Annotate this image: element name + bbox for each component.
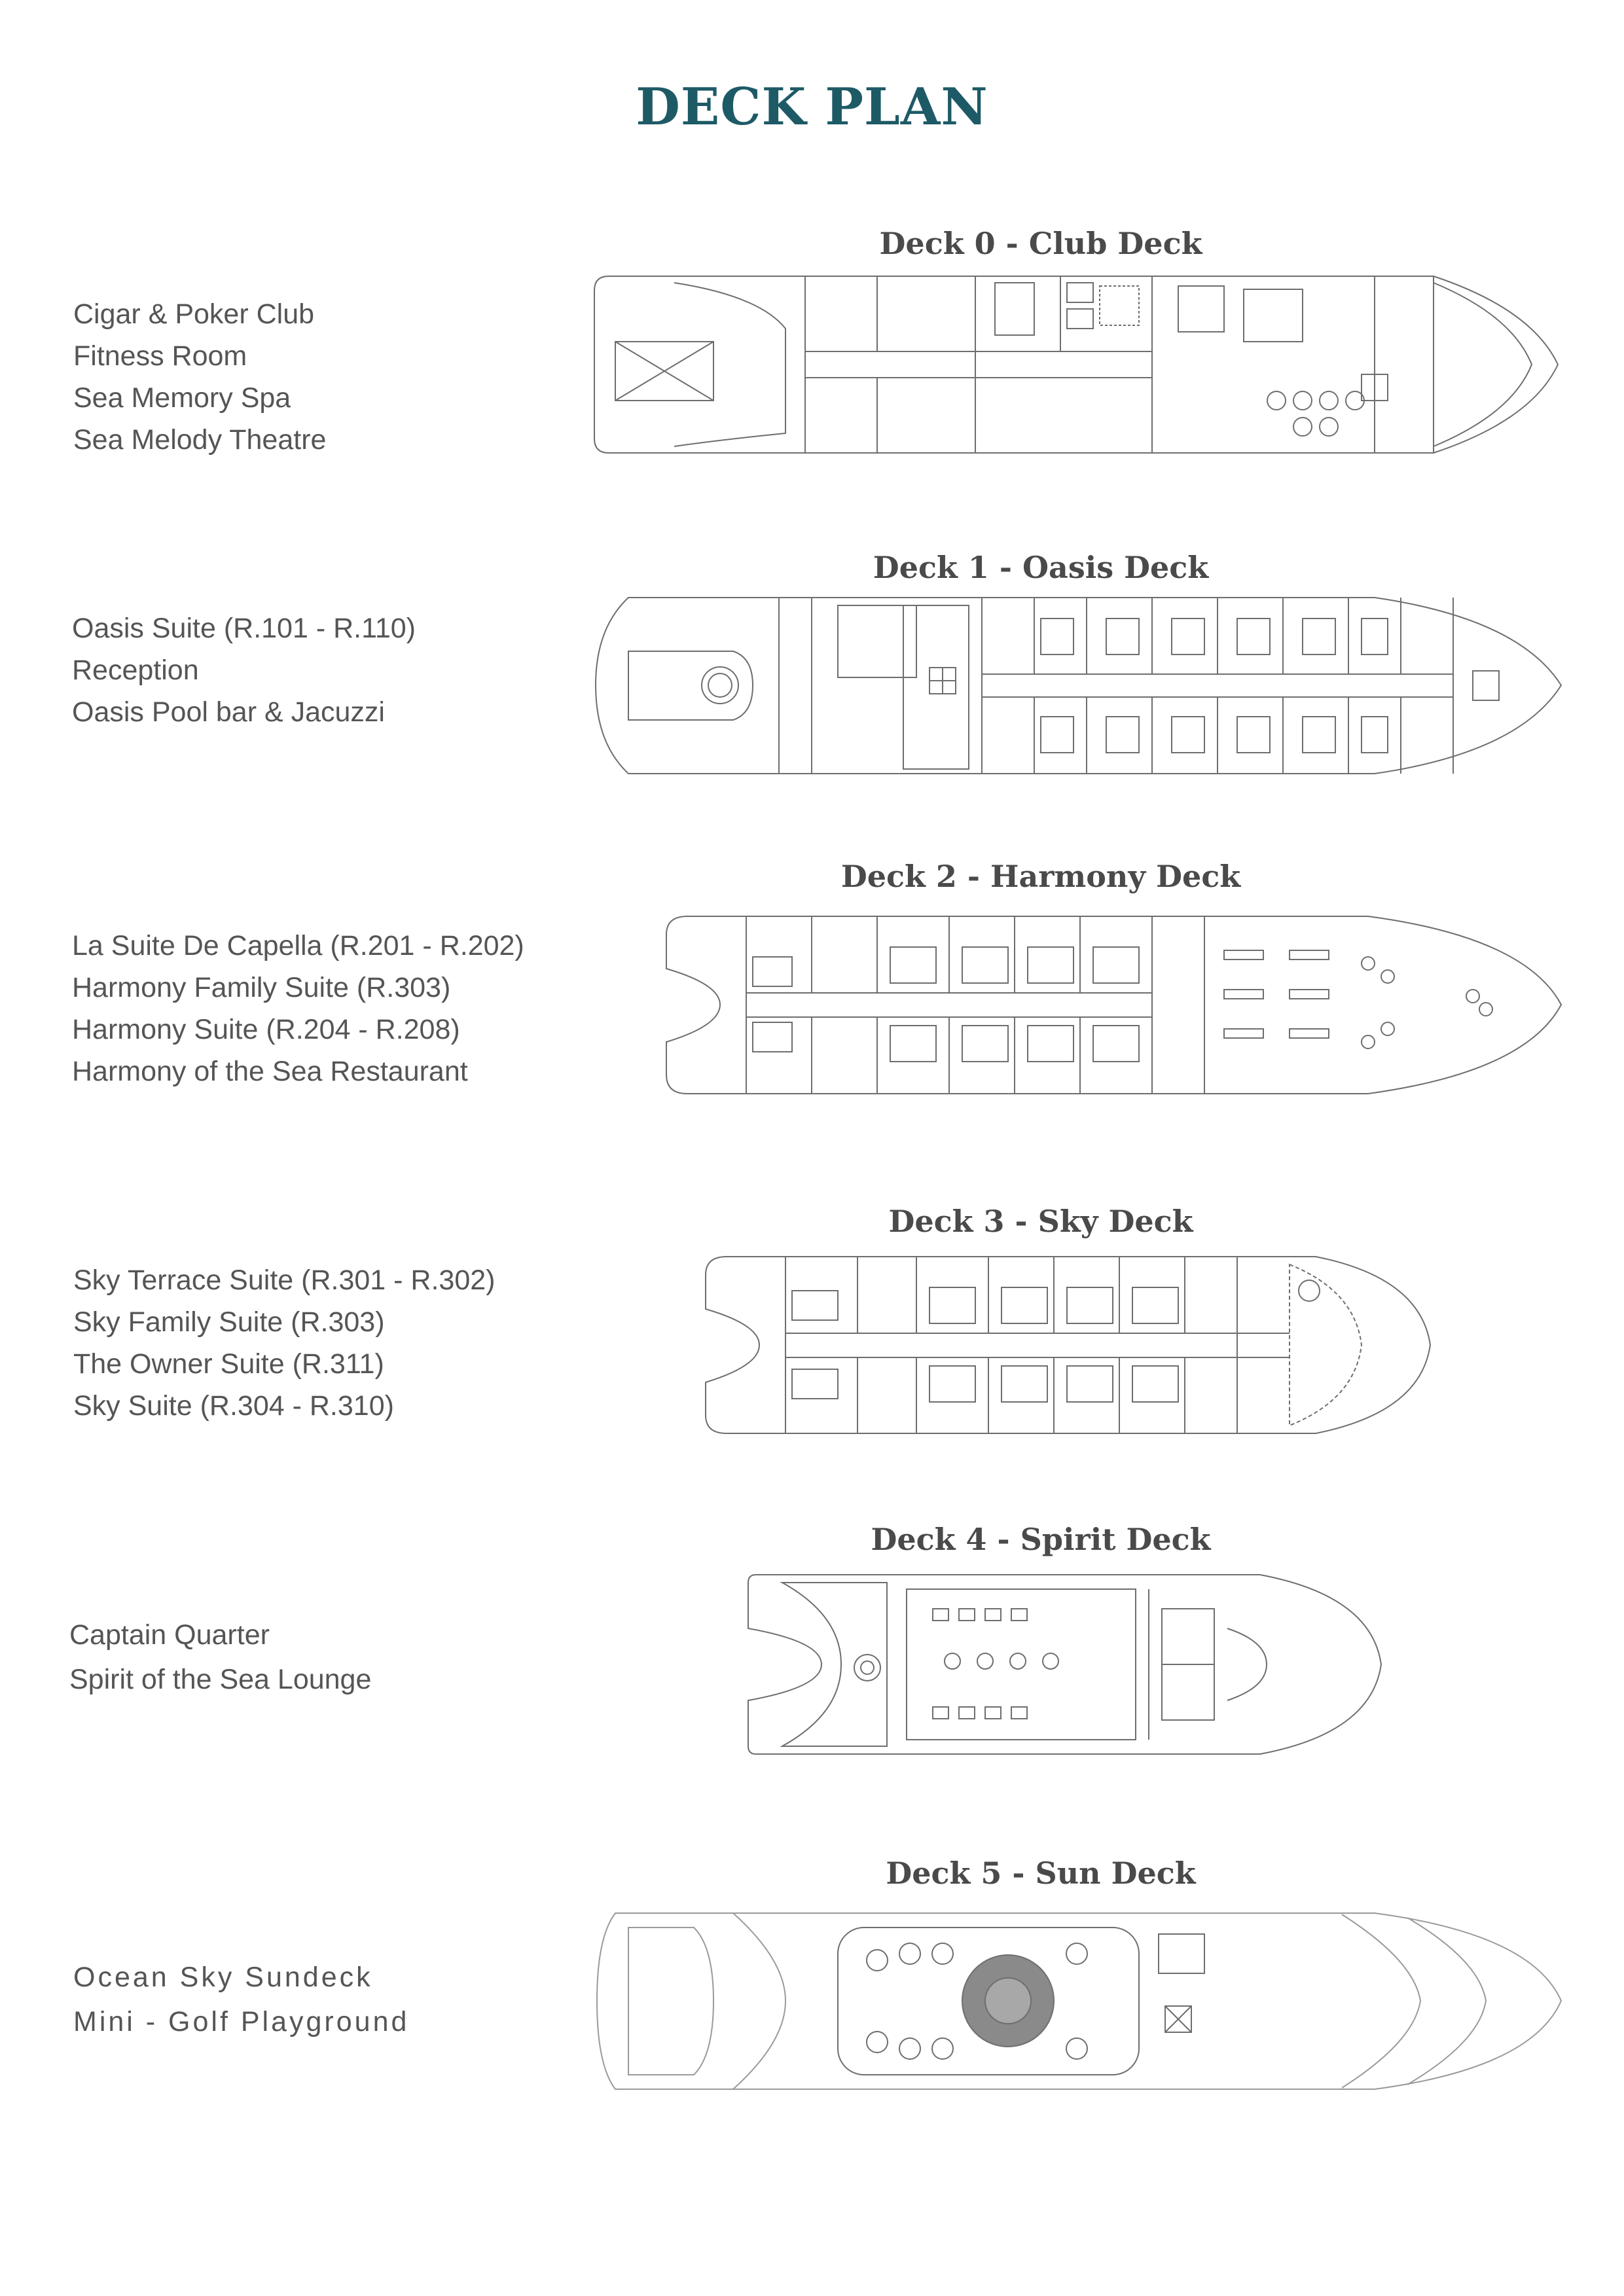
amenity-item: Harmony Suite (R.204 - R.208) xyxy=(72,1014,460,1045)
amenity-item: Sea Memory Spa xyxy=(73,382,291,414)
deck-1-title: Deck 1 - Oasis Deck xyxy=(873,550,1209,585)
deck-5-floor-plan xyxy=(589,1908,1564,2094)
deck-2-amenities xyxy=(72,925,524,1092)
amenity-item: Sea Melody Theatre xyxy=(73,424,327,456)
amenity-item: Sky Suite (R.304 - R.310) xyxy=(73,1390,394,1422)
deck-1-amenities xyxy=(72,607,416,733)
deck-4-title: Deck 4 - Spirit Deck xyxy=(871,1522,1211,1557)
hull-outline xyxy=(706,1257,1430,1433)
deck-4-amenities xyxy=(69,1613,371,1702)
deck-2-floor-plan xyxy=(661,911,1564,1099)
amenity-item: Ocean Sky Sundeck xyxy=(73,1962,373,1993)
amenity-item: Captain Quarter xyxy=(69,1619,270,1651)
hull-outline xyxy=(597,1913,1561,2089)
deck-3-floor-plan xyxy=(700,1251,1434,1439)
amenity-item: The Owner Suite (R.311) xyxy=(73,1348,384,1380)
page-title: DECK PLAN xyxy=(636,77,988,137)
deck-0-floor-plan xyxy=(589,270,1564,459)
amenity-item: Reception xyxy=(72,655,199,686)
hull-outline xyxy=(748,1575,1381,1754)
amenity-item: Mini - Golf Playground xyxy=(73,2006,410,2037)
deck-5-amenities xyxy=(73,1955,409,2044)
deck-0-title: Deck 0 - Club Deck xyxy=(879,226,1202,261)
deck-5-title: Deck 5 - Sun Deck xyxy=(886,1856,1196,1891)
amenity-item: Oasis Suite (R.101 - R.110) xyxy=(72,613,416,644)
amenity-item: Sky Family Suite (R.303) xyxy=(73,1306,385,1338)
deck-1-floor-plan xyxy=(589,592,1564,779)
amenity-item: Oasis Pool bar & Jacuzzi xyxy=(72,696,385,728)
deck-0-amenities xyxy=(73,293,326,461)
hull-outline xyxy=(666,916,1561,1094)
amenity-item: La Suite De Capella (R.201 - R.202) xyxy=(72,930,524,961)
amenity-item: Sky Terrace Suite (R.301 - R.302) xyxy=(73,1265,496,1296)
hull-outline xyxy=(596,598,1561,774)
amenity-item: Spirit of the Sea Lounge xyxy=(69,1664,372,1695)
amenity-item: Harmony Family Suite (R.303) xyxy=(72,972,451,1003)
deck-2-title: Deck 2 - Harmony Deck xyxy=(840,859,1241,894)
deck-3-title: Deck 3 - Sky Deck xyxy=(888,1204,1193,1239)
amenity-item: Harmony of the Sea Restaurant xyxy=(72,1056,468,1087)
amenity-item: Fitness Room xyxy=(73,340,247,372)
deck-4-floor-plan xyxy=(743,1570,1384,1759)
amenity-item: Cigar & Poker Club xyxy=(73,298,315,330)
deck-3-amenities xyxy=(73,1259,495,1427)
